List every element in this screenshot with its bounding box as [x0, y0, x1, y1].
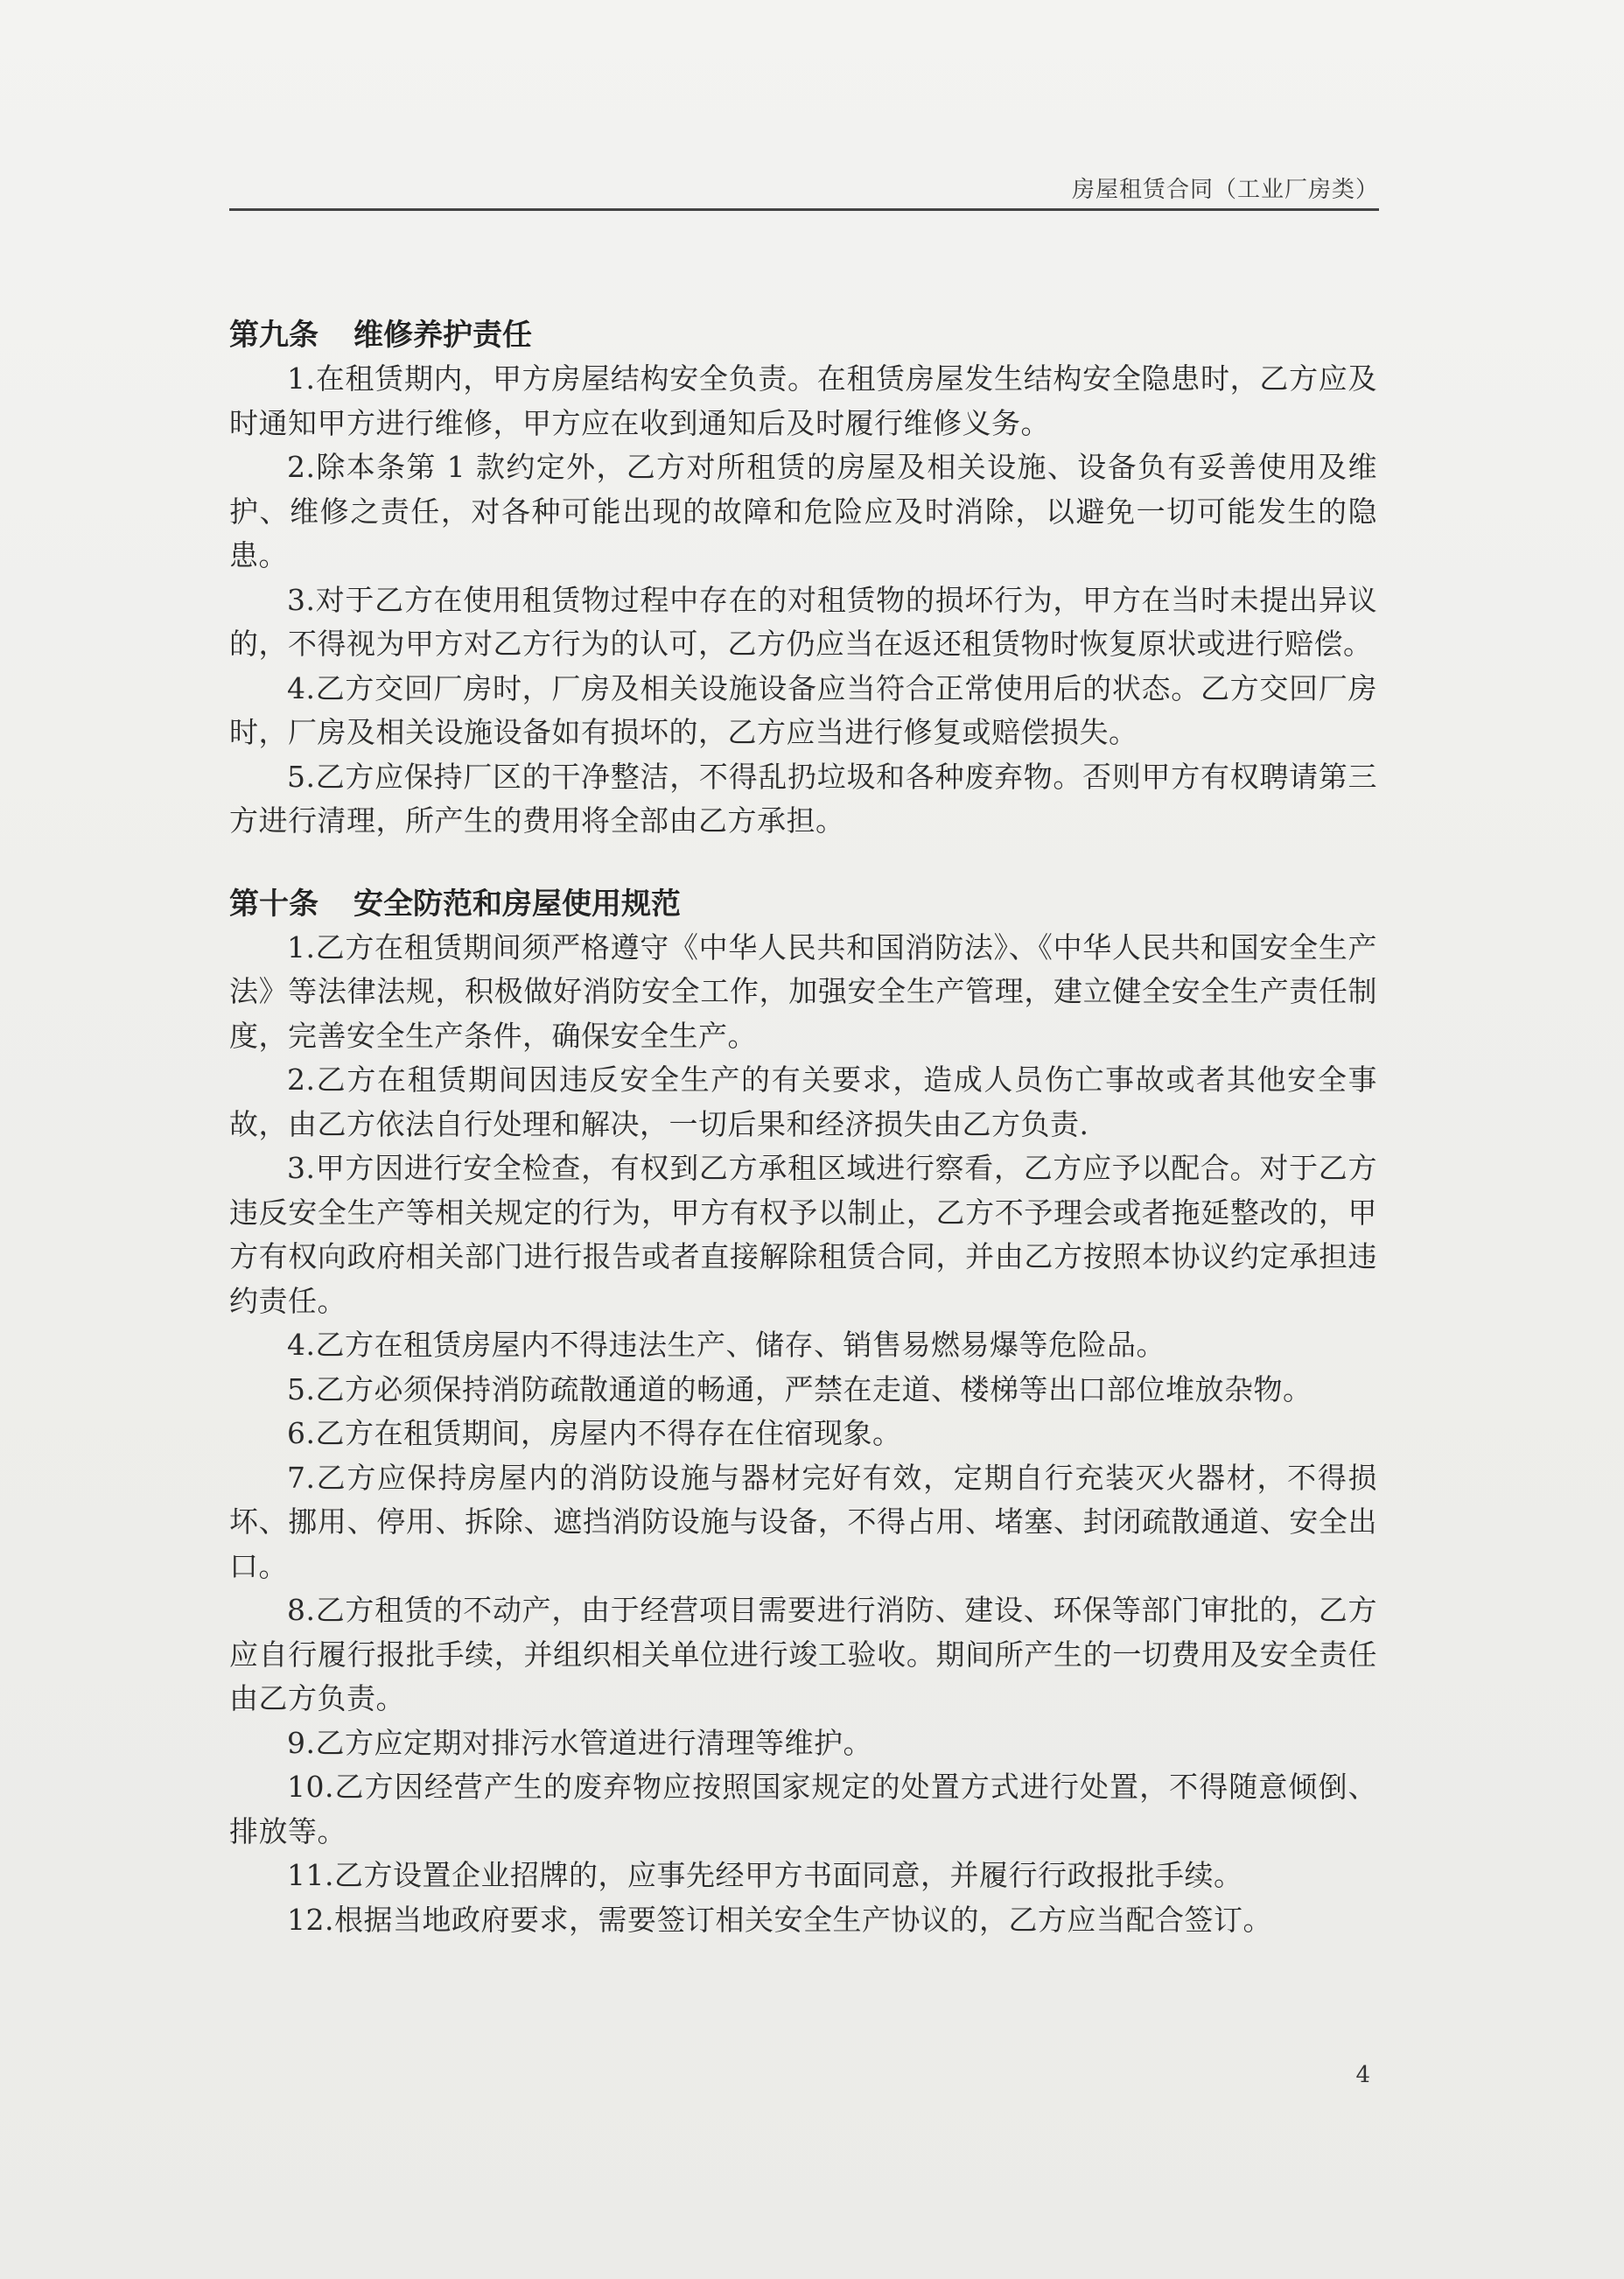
header-divider	[229, 208, 1379, 211]
article-heading	[229, 313, 1377, 357]
clause-paragraph: 1.在租赁期内，甲方房屋结构安全负责。在租赁房屋发生结构安全隐患时，乙方应及时通知甲方进行维修，甲方应在收到通知后及时履行维修义务。	[229, 361, 1377, 440]
clause-paragraph: 3.甲方因进行安全检查，有权到乙方承租区域进行察看，乙方应予以配合。对于乙方违反安全生产等相关规定的行为，甲方有权予以制止，乙方不予理会或者拖延整改的，甲方有权向政府相关部门进行报告或者直接解除租赁合同，并由乙方按照本协议约定承担违约责任。	[229, 1151, 1377, 1318]
clause-paragraph: 5.乙方必须保持消防疏散通道的畅通，严禁在走道、楼梯等出口部位堆放杂物。	[287, 1371, 1312, 1406]
clause-paragraph: 2.乙方在租赁期间因违反安全生产的有关要求，造成人员伤亡事故或者其他安全事故，由乙方依法自行处理和解决，一切后果和经济损失由乙方负责.	[229, 1062, 1377, 1141]
header-title: 房屋租赁合同（工业厂房类）	[1071, 177, 1379, 203]
document-body	[229, 313, 1377, 1942]
clause-paragraph: 5.乙方应保持厂区的干净整洁，不得乱扔垃圾和各种废弃物。否则甲方有权聘请第三方进行清理，所产生的费用将全部由乙方承担。	[229, 759, 1377, 838]
page-number: 4	[1355, 2062, 1370, 2088]
clause-paragraph: 3.对于乙方在使用租赁物过程中存在的对租赁物的损坏行为，甲方在当时未提出异议的，不得视为甲方对乙方行为的认可，乙方仍应当在返还租赁物时恢复原状或进行赔偿。	[229, 582, 1377, 661]
clause-paragraph: 10.乙方因经营产生的废弃物应按照国家规定的处置方式进行处置，不得随意倾倒、排放等。	[229, 1770, 1377, 1848]
article-title: 安全防范和房屋使用规范	[354, 886, 681, 922]
clause-paragraph: 9.乙方应定期对排污水管道进行清理等维护。	[287, 1725, 872, 1760]
clause-paragraph: 12.根据当地政府要求，需要签订相关安全生产协议的，乙方应当配合签订。	[287, 1902, 1272, 1937]
clause-paragraph: 8.乙方租赁的不动产，由于经营项目需要进行消防、建设、环保等部门审批的，乙方应自行履行报批手续，并组织相关单位进行竣工验收。期间所产生的一切费用及安全责任由乙方负责。	[229, 1593, 1377, 1715]
clause-paragraph: 7.乙方应保持房屋内的消防设施与器材完好有效，定期自行充装灭火器材，不得损坏、挪用、停用、拆除、遮挡消防设施与设备，不得占用、堵塞、封闭疏散通道、安全出口。	[229, 1460, 1377, 1583]
article-number: 第九条	[229, 318, 318, 353]
clause-paragraph: 4.乙方交回厂房时，厂房及相关设施设备应当符合正常使用后的状态。乙方交回厂房时，厂房及相关设施设备如有损坏的，乙方应当进行修复或赔偿损失。	[229, 670, 1377, 749]
clause-paragraph: 6.乙方在租赁期间，房屋内不得存在住宿现象。	[287, 1416, 902, 1450]
clause-paragraph: 2.除本条第 1 款约定外，乙方对所租赁的房屋及相关设施、设备负有妥善使用及维护、维修之责任，对各种可能出现的故障和危险应及时消除，以避免一切可能发生的隐患。	[229, 450, 1377, 572]
article-title: 维修养护责任	[354, 318, 532, 353]
clause-paragraph: 4.乙方在租赁房屋内不得违法生产、储存、销售易燃易爆等危险品。	[287, 1328, 1166, 1362]
clause-paragraph: 1.乙方在租赁期间须严格遵守《中华人民共和国消防法》、《中华人民共和国安全生产法》等法律法规，积极做好消防安全工作，加强安全生产管理，建立健全安全生产责任制度，完善安全生产条件，确保安全生产。	[229, 929, 1377, 1053]
clause-paragraph: 11.乙方设置企业招牌的，应事先经甲方书面同意，并履行行政报批手续。	[287, 1858, 1243, 1892]
article-number: 第十条	[229, 886, 318, 922]
article-heading	[229, 882, 1377, 926]
article-9	[229, 313, 1377, 844]
article-10	[229, 882, 1377, 1943]
